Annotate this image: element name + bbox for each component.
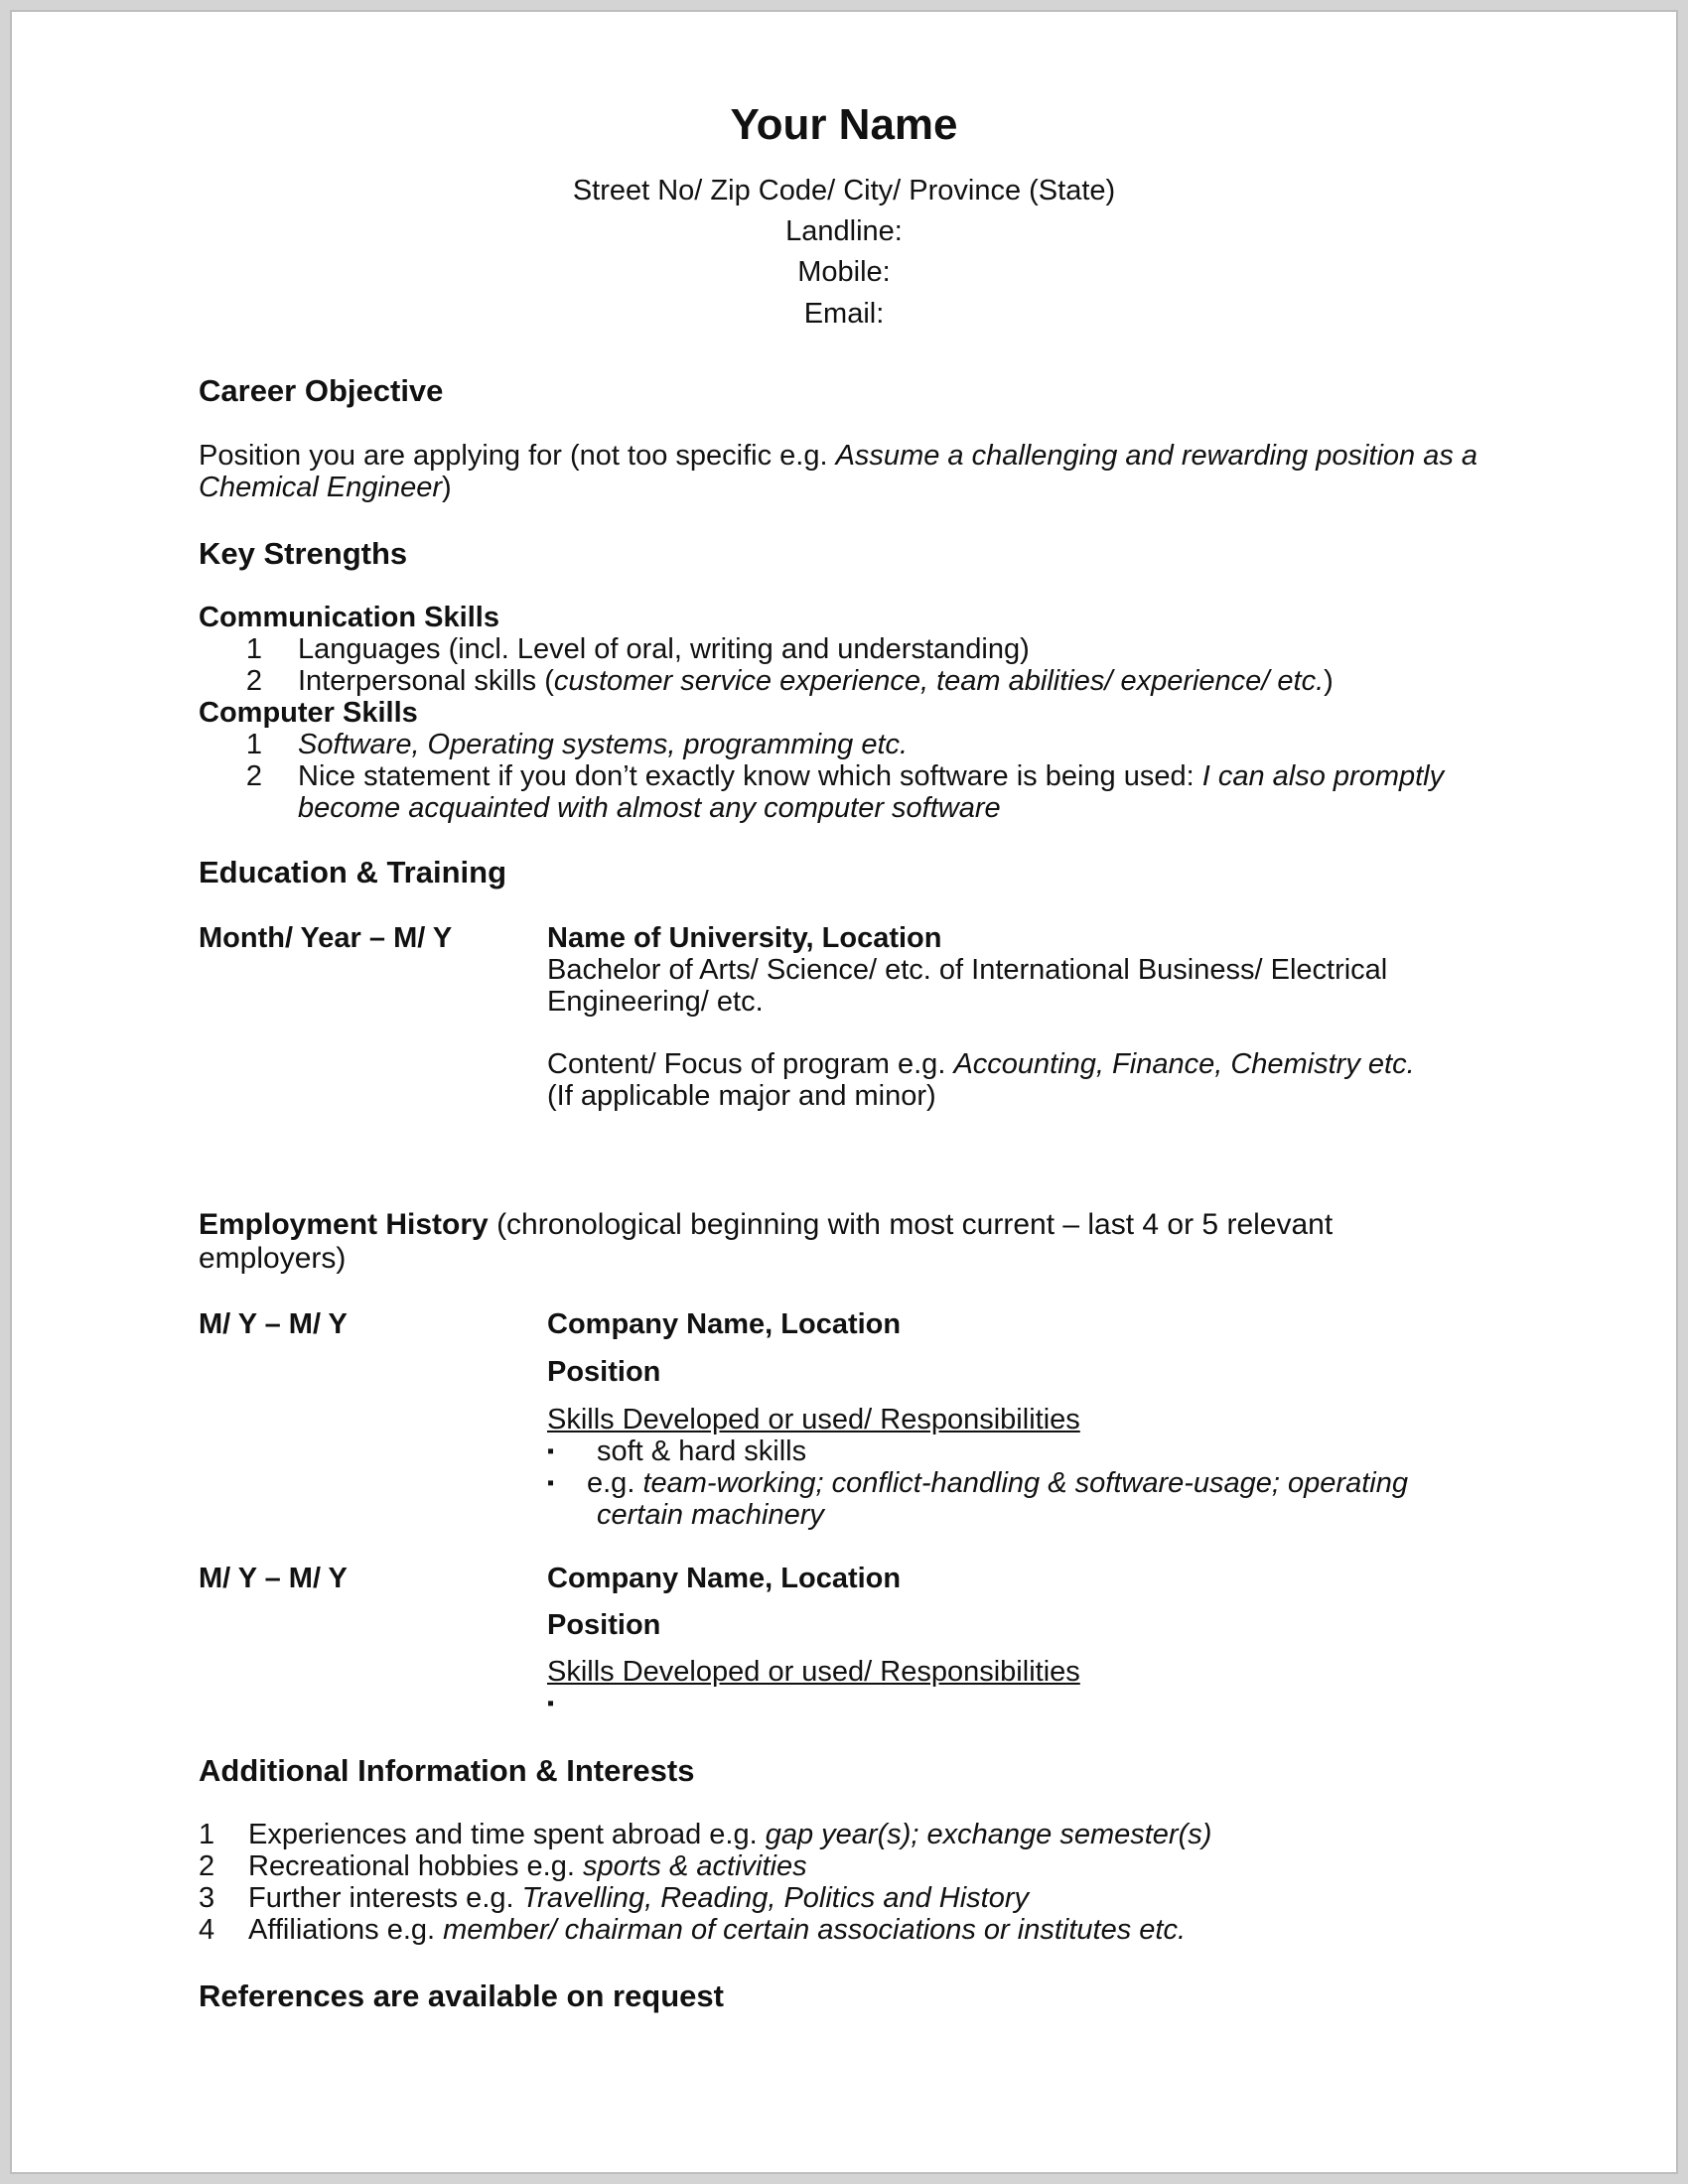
communication-skills-title: Communication Skills (199, 602, 499, 633)
objective-italic-cont: Chemical Engineer (199, 472, 443, 503)
degree-line-1: Bachelor of Arts/ Science/ etc. of International Business/ Electrical (547, 954, 1388, 986)
bullet-square-icon: ▪ (547, 1440, 555, 1462)
item-plain-text: Affiliations e.g. (248, 1914, 444, 1946)
job-2-skills-label: Skills Developed or used/ Responsibilities (547, 1656, 1080, 1688)
item-plain-text: Further interests e.g. (248, 1882, 522, 1914)
employment-heading (199, 1209, 1333, 1241)
bullet-square-icon: ▪ (547, 1693, 555, 1714)
item-italic-text: I can also promptly (1201, 760, 1445, 792)
career-objective-heading: Career Objective (199, 373, 444, 408)
focus-italic-text: Accounting, Finance, Chemistry etc. (953, 1048, 1415, 1080)
employment-heading-bold: Employment History (199, 1208, 489, 1241)
education-date: Month/ Year – M/ Y (199, 922, 453, 954)
career-objective-line-2 (199, 472, 452, 503)
address-line: Street No/ Zip Code/ City/ Province (State) (572, 175, 1116, 206)
mobile-line: Mobile: (797, 256, 891, 288)
email-line: Email: (803, 298, 885, 330)
item-plain-text: Experiences and time spent abroad e.g. (248, 1819, 766, 1850)
university-name: Name of University, Location (547, 922, 942, 954)
item-italic-text: sports & activities (582, 1850, 807, 1882)
program-focus (547, 1048, 1415, 1080)
employment-heading-note: (chronological beginning with most current – last 4 or 5 relevant (488, 1208, 1334, 1241)
key-strengths-heading: Key Strengths (199, 536, 408, 571)
bullet-plain-text: e.g. (587, 1467, 643, 1499)
job-2-date: M/ Y – M/ Y (199, 1563, 348, 1594)
item-plain-text: Recreational hobbies e.g. (248, 1850, 583, 1882)
communication-item-2 (298, 665, 1334, 697)
job-2-company: Company Name, Location (547, 1563, 902, 1594)
education-heading: Education & Training (199, 855, 507, 889)
computer-item-1: Software, Operating systems, programming etc. (298, 729, 909, 760)
item-plain-text: Interpersonal skills ( (298, 665, 554, 697)
objective-plain-text: Position you are applying for (not too specific e.g. (199, 440, 836, 472)
communication-item-1: Languages (incl. Level of oral, writing and understanding) (298, 633, 1030, 665)
major-minor-note: (If applicable major and minor) (547, 1080, 936, 1112)
job-1-company: Company Name, Location (547, 1308, 902, 1340)
references-note: References are available on request (199, 1979, 724, 2013)
item-italic-text: Travelling, Reading, Politics and History (521, 1882, 1030, 1914)
additional-item-2 (248, 1850, 807, 1882)
bullet-italic-text: team-working; conflict-handling & software-usage; operating (642, 1467, 1408, 1499)
focus-plain-text: Content/ Focus of program e.g. (547, 1048, 954, 1080)
job-1-position: Position (547, 1356, 661, 1388)
additional-info-heading: Additional Information & Interests (199, 1753, 695, 1788)
career-objective-line-1 (199, 440, 1477, 472)
job-1-date: M/ Y – M/ Y (199, 1308, 348, 1340)
employment-heading-line-2: employers) (199, 1242, 347, 1275)
computer-item-2 (298, 760, 1444, 792)
computer-skills-title: Computer Skills (199, 697, 418, 729)
additional-item-3 (248, 1882, 1029, 1914)
job-1-bullet-2 (587, 1467, 1408, 1499)
job-1-bullet-1: soft & hard skills (597, 1435, 807, 1467)
resume-page: Your Name Street No/ Zip Code/ City/ Province (State) Landline: Mobile: Email: Career Objective Position you are applying for (not too specific e.g. Assume a challenging and rewarding position as a Chemical Engineer) Key Strengths Communication Skills 1 Languages (incl. Level of oral, writing and understanding) 2 Interpersonal skills (customer service experience, team abilities/ experience/ etc.) Computer Skills 1 Software, Operating systems, programming etc. 2 Nice statement if you don’t exactly know which software is being used: I can also promptly become acquainted with almost any computer software Education & Training Month/ Year – M/ Y Name of University, Location Bachelor of Arts/ Science/ etc. of International Business/ Electrical Engineering/ etc. Content/ Focus of program e.g. Accounting, Finance, Chemistry etc. (If applicable major and minor) Employment History (chronological beginning with most current – last 4 or 5 relevant employers) M/ Y – M/ Y Company Name, Location Position Skills Developed or used/ Responsibilities ▪ soft & hard skills ▪ e.g. team-working; conflict-handling & software-usage; operating certain machinery M/ Y – M/ Y Company Name, Location Position Skills Developed or used/ Responsibilities ▪ Additional Information & Interests 1 Experiences and time spent abroad e.g. gap year(s); exchange semester(s) 2 Recreational hobbies e.g. sports & activities 3 Further interests e.g. Travelling, Reading, Politics and History 4 Affiliations e.g. member/ chairman of certain associations or institutes etc. References are available on request (0, 0, 1688, 2184)
job-1-bullet-2-cont: certain machinery (597, 1499, 824, 1531)
objective-close-paren: ) (442, 472, 452, 503)
computer-item-2-cont: become acquainted with almost any computer software (298, 792, 1001, 824)
additional-item-1 (248, 1819, 1211, 1850)
item-close-paren: ) (1324, 665, 1334, 697)
additional-item-4 (248, 1914, 1186, 1946)
item-italic-text: gap year(s); exchange semester(s) (765, 1819, 1212, 1850)
landline-line: Landline: (785, 215, 903, 247)
item-italic-text: customer service experience, team abilities/ experience/ etc. (553, 665, 1325, 697)
item-plain-text: Nice statement if you don’t exactly know which software is being used: (298, 760, 1202, 792)
candidate-name: Your Name (730, 100, 958, 149)
job-2-position: Position (547, 1609, 661, 1641)
job-1-skills-label: Skills Developed or used/ Responsibilities (547, 1404, 1080, 1435)
item-italic-text: member/ chairman of certain associations or institutes etc. (443, 1914, 1187, 1946)
degree-line-2: Engineering/ etc. (547, 986, 764, 1018)
bullet-square-icon: ▪ (547, 1472, 555, 1494)
objective-italic-text: Assume a challenging and rewarding position as a (835, 440, 1478, 472)
